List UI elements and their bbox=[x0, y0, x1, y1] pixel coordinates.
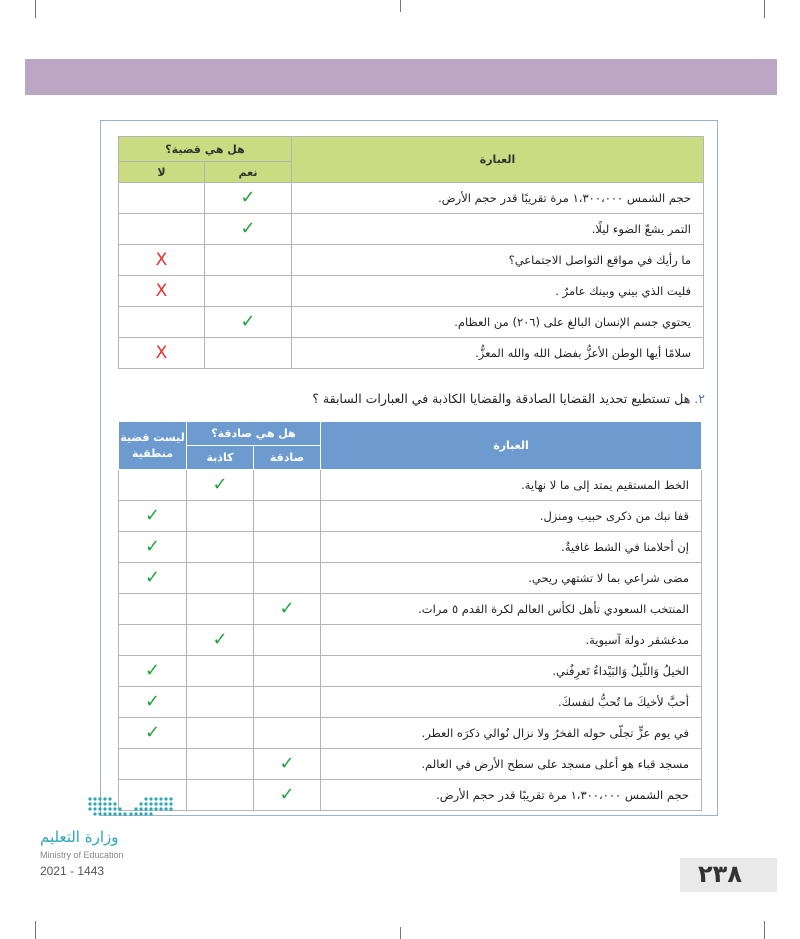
edition-year: 2021 - 1443 bbox=[40, 864, 105, 878]
question-2 bbox=[300, 391, 705, 406]
cross-mark-icon: X bbox=[119, 338, 205, 369]
table-row bbox=[119, 245, 704, 276]
cross-mark-icon bbox=[119, 307, 205, 338]
proposition-table bbox=[118, 136, 704, 369]
statement-cell: حجم الشمس ١،٣٠٠،٠٠٠ مرة تقريبًا قدر حجم الأرض. bbox=[292, 183, 704, 214]
table-row bbox=[119, 183, 704, 214]
table-row bbox=[119, 470, 702, 501]
header-is-proposition: هل هي قضية؟ bbox=[119, 137, 292, 162]
statement-cell: الخيلُ وَاللّيلُ وَالبَيْداءُ تَعرِفُني. bbox=[321, 656, 702, 687]
check-mark-icon bbox=[187, 563, 254, 594]
statement-cell: يحتوي جسم الإنسان البالغ على (٢٠٦) من العظام. bbox=[292, 307, 704, 338]
ministry-name-arabic: وزارة التعليم bbox=[40, 828, 119, 846]
crop-mark bbox=[764, 921, 765, 939]
check-mark-icon bbox=[187, 687, 254, 718]
header-no: لا bbox=[119, 162, 205, 183]
statement-cell: ما رأيك في مواقع التواصل الاجتماعي؟ bbox=[292, 245, 704, 276]
header-false: كاذبة bbox=[187, 446, 254, 470]
check-mark-icon bbox=[254, 687, 321, 718]
statement-cell: أحبَّ لأخيكَ ما تُحبُّ لنفسكَ. bbox=[321, 687, 702, 718]
check-mark-icon: ✓ bbox=[254, 749, 321, 780]
table-row bbox=[119, 594, 702, 625]
check-mark-icon bbox=[254, 656, 321, 687]
check-mark-icon bbox=[254, 718, 321, 749]
header-statement: العبارة bbox=[321, 422, 702, 470]
header-is-true: هل هي صادقة؟ bbox=[187, 422, 321, 446]
table-row bbox=[119, 276, 704, 307]
check-mark-icon: ✓ bbox=[254, 594, 321, 625]
crop-mark bbox=[764, 0, 765, 18]
table-row bbox=[119, 625, 702, 656]
statement-cell: مدغشقر دولة آسيوية. bbox=[321, 625, 702, 656]
check-mark-icon: ✓ bbox=[119, 718, 187, 749]
check-mark-icon: ✓ bbox=[205, 214, 292, 245]
check-mark-icon: ✓ bbox=[119, 687, 187, 718]
statement-cell: في يوم عزٍّ تجلّى حوله الفخرُ ولا نزال نُوالي ذكرَه العطر. bbox=[321, 718, 702, 749]
check-mark-icon bbox=[119, 594, 187, 625]
check-mark-icon bbox=[119, 625, 187, 656]
header-yes: نعم bbox=[205, 162, 292, 183]
check-mark-icon bbox=[254, 501, 321, 532]
table-row bbox=[119, 338, 704, 369]
header-not-logical: ليست قضية منطقية bbox=[119, 422, 187, 470]
check-mark-icon: ✓ bbox=[205, 183, 292, 214]
page-number: ٢٣٨ bbox=[698, 860, 742, 888]
table-row bbox=[119, 532, 702, 563]
statement-cell: إن أحلامنا في الشط غافيةٌ. bbox=[321, 532, 702, 563]
table-row bbox=[119, 749, 702, 780]
statement-cell: فليت الذي بيني وبينك عامرٌ . bbox=[292, 276, 704, 307]
statement-cell: التمر يشعّ الضوء ليلًا. bbox=[292, 214, 704, 245]
truth-table bbox=[118, 421, 702, 811]
check-mark-icon: ✓ bbox=[205, 307, 292, 338]
check-mark-icon bbox=[187, 780, 254, 811]
table-row bbox=[119, 656, 702, 687]
check-mark-icon bbox=[187, 501, 254, 532]
check-mark-icon: ✓ bbox=[119, 656, 187, 687]
cross-mark-icon bbox=[119, 214, 205, 245]
check-mark-icon: ✓ bbox=[119, 563, 187, 594]
check-mark-icon: ✓ bbox=[119, 501, 187, 532]
check-mark-icon: ✓ bbox=[119, 532, 187, 563]
statement-cell: مسجد قباء هو أعلى مسجد على سطح الأرض في العالم. bbox=[321, 749, 702, 780]
table-row bbox=[119, 718, 702, 749]
header-band bbox=[25, 59, 777, 95]
statement-cell: الخط المستقيم يمتد إلى ما لا نهاية. bbox=[321, 470, 702, 501]
cross-mark-icon: X bbox=[119, 276, 205, 307]
check-mark-icon bbox=[187, 749, 254, 780]
question-number: ٢. bbox=[694, 391, 705, 406]
check-mark-icon bbox=[205, 338, 292, 369]
crop-mark bbox=[35, 921, 36, 939]
check-mark-icon bbox=[205, 276, 292, 307]
check-mark-icon bbox=[187, 594, 254, 625]
crop-mark bbox=[35, 0, 36, 18]
check-mark-icon: ✓ bbox=[187, 625, 254, 656]
statement-cell: مضى شراعي بما لا تشتهي ريحي. bbox=[321, 563, 702, 594]
check-mark-icon bbox=[254, 625, 321, 656]
ministry-logo-icon bbox=[86, 793, 176, 823]
header-true: صادقة bbox=[254, 446, 321, 470]
table-row bbox=[119, 687, 702, 718]
check-mark-icon bbox=[187, 718, 254, 749]
check-mark-icon: ✓ bbox=[187, 470, 254, 501]
check-mark-icon bbox=[119, 470, 187, 501]
cross-mark-icon: X bbox=[119, 245, 205, 276]
question-text: هل تستطيع تحديد القضايا الصادقة والقضايا الكاذبة في العبارات السابقة ؟ bbox=[312, 391, 691, 406]
table-row bbox=[119, 307, 704, 338]
cross-mark-icon bbox=[119, 183, 205, 214]
table-row bbox=[119, 780, 702, 811]
header-statement: العبارة bbox=[292, 137, 704, 183]
check-mark-icon bbox=[187, 532, 254, 563]
ministry-name-english: Ministry of Education bbox=[40, 850, 124, 860]
crop-mark bbox=[400, 927, 401, 939]
check-mark-icon bbox=[254, 470, 321, 501]
check-mark-icon bbox=[254, 532, 321, 563]
check-mark-icon: ✓ bbox=[254, 780, 321, 811]
check-mark-icon bbox=[254, 563, 321, 594]
check-mark-icon bbox=[119, 749, 187, 780]
table-row bbox=[119, 501, 702, 532]
table-row bbox=[119, 563, 702, 594]
statement-cell: المنتخب السعودي تأهل لكأس العالم لكرة القدم ٥ مرات. bbox=[321, 594, 702, 625]
table-row bbox=[119, 214, 704, 245]
statement-cell: قفا نبك من ذكرى حبيب ومنزل. bbox=[321, 501, 702, 532]
crop-mark bbox=[400, 0, 401, 12]
statement-cell: حجم الشمس ١،٣٠٠،٠٠٠ مرة تقريبًا قدر حجم الأرض. bbox=[321, 780, 702, 811]
statement-cell: سلامًا أيها الوطن الأعزُّ بفضل الله والله المعزُّ. bbox=[292, 338, 704, 369]
check-mark-icon bbox=[205, 245, 292, 276]
check-mark-icon bbox=[187, 656, 254, 687]
